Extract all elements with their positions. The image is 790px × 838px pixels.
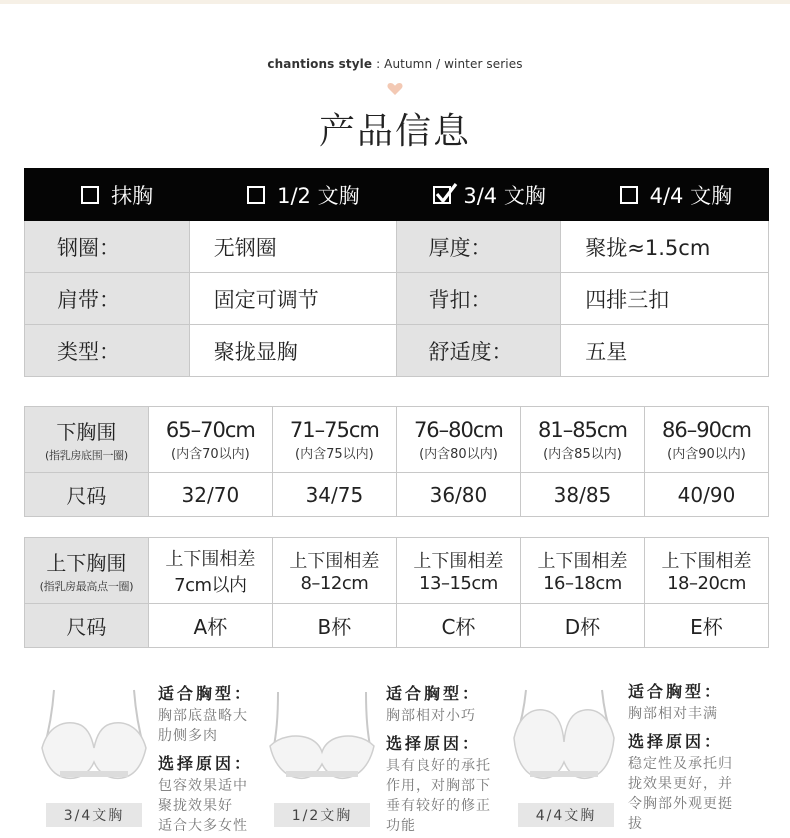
three-quarter-bra-image bbox=[38, 686, 150, 786]
back-clasp-label: 背扣： bbox=[397, 273, 562, 324]
bra-type-tag: 1/2文胸 bbox=[274, 803, 370, 827]
back-clasp-value: 四排三扣 bbox=[561, 273, 769, 324]
diff-range: 16–18cm bbox=[543, 573, 622, 594]
size-cell bbox=[397, 473, 521, 516]
size-value: 40/90 bbox=[677, 482, 736, 507]
diff-cell bbox=[521, 538, 645, 603]
size-cell bbox=[521, 473, 645, 516]
diff-cell bbox=[397, 538, 521, 603]
strap-value: 固定可调节 bbox=[190, 273, 397, 324]
strap-label: 肩带： bbox=[25, 273, 190, 324]
bra-description bbox=[628, 682, 733, 834]
cup-cell bbox=[645, 604, 769, 647]
option-half-cup bbox=[210, 168, 396, 221]
header-sublabel: (指乳房最高点一圈) bbox=[39, 580, 134, 593]
underbust-size-table bbox=[24, 406, 769, 517]
diff-label: 上下围相差 bbox=[165, 548, 256, 570]
size-value: 38/85 bbox=[553, 482, 612, 507]
info-row bbox=[25, 325, 769, 377]
full-cup-bra-image bbox=[508, 686, 620, 786]
desc-line: 聚拢效果好 bbox=[158, 798, 233, 814]
underbust-header bbox=[25, 407, 149, 472]
bust-header bbox=[25, 538, 149, 603]
desc-line: 胸部相对丰满 bbox=[628, 706, 718, 722]
cup-size-table bbox=[24, 537, 769, 648]
desc-line: 胸部底盘略大 bbox=[158, 708, 248, 724]
size-cell bbox=[149, 473, 273, 516]
cup-cell bbox=[273, 604, 397, 647]
diff-range: 7cm以内 bbox=[174, 574, 247, 596]
size-label: 尺码 bbox=[66, 484, 107, 508]
diff-cell bbox=[273, 538, 397, 603]
desc-line: 胸部相对小巧 bbox=[386, 708, 476, 724]
brand-name: chantions style bbox=[267, 57, 373, 71]
option-label: 4/4 文胸 bbox=[649, 183, 733, 208]
range-note: (内含85以内) bbox=[543, 446, 622, 462]
suit-title: 适合胸型： bbox=[628, 682, 724, 701]
size-value: 32/70 bbox=[181, 482, 240, 507]
table-row bbox=[25, 538, 769, 604]
cup-value: D杯 bbox=[564, 615, 601, 639]
checkbox-icon bbox=[81, 186, 99, 204]
series-label: Autumn / winter series bbox=[384, 57, 523, 71]
desc-line: 具有良好的承托 bbox=[386, 758, 491, 774]
comfort-label: 舒适度： bbox=[397, 325, 562, 376]
option-strapless bbox=[24, 168, 210, 221]
cup-value: E杯 bbox=[690, 615, 723, 639]
checkbox-icon bbox=[620, 186, 638, 204]
desc-line: 作用，对胸部下 bbox=[386, 778, 491, 794]
desc-line: 功能 bbox=[386, 818, 416, 834]
brand-line bbox=[0, 57, 790, 71]
desc-line: 适合大多女性 bbox=[158, 818, 248, 834]
diff-range: 8–12cm bbox=[300, 573, 369, 594]
checkbox-icon bbox=[247, 186, 265, 204]
header-sublabel: (指乳房底围一圈) bbox=[44, 449, 128, 462]
cup-cell bbox=[521, 604, 645, 647]
style-options-bar bbox=[24, 168, 769, 221]
size-header bbox=[25, 473, 149, 516]
product-info-table bbox=[24, 168, 769, 377]
cup-cell bbox=[149, 604, 273, 647]
range-value: 81–85cm bbox=[537, 417, 627, 442]
cup-value: C杯 bbox=[441, 615, 476, 639]
size-cell bbox=[273, 473, 397, 516]
suit-title: 适合胸型： bbox=[158, 684, 254, 703]
page-title: 产品信息 bbox=[318, 111, 471, 152]
size-value: 34/75 bbox=[305, 482, 364, 507]
cup-value: A杯 bbox=[193, 615, 228, 639]
desc-line: 稳定性及承托归 bbox=[628, 756, 733, 772]
diff-label: 上下围相差 bbox=[661, 551, 752, 572]
desc-line: 拢效果更好，并 bbox=[628, 776, 733, 792]
range-cell bbox=[645, 407, 769, 472]
header-label: 上下胸围 bbox=[46, 551, 127, 575]
brand-separator: : bbox=[376, 57, 381, 71]
range-value: 86–90cm bbox=[662, 417, 751, 442]
size-header bbox=[25, 604, 149, 647]
diff-range: 18–20cm bbox=[667, 573, 746, 594]
top-decor-strip bbox=[0, 0, 790, 4]
cup-value: B杯 bbox=[317, 615, 352, 639]
type-value: 聚拢显胸 bbox=[190, 325, 397, 376]
bra-description bbox=[386, 684, 491, 836]
thickness-label: 厚度： bbox=[397, 221, 562, 272]
desc-line: 包容效果适中 bbox=[158, 778, 248, 794]
option-label: 抹胸 bbox=[111, 183, 154, 208]
size-label: 尺码 bbox=[66, 615, 107, 639]
range-note: (内含90以内) bbox=[667, 446, 746, 462]
table-row bbox=[25, 604, 769, 648]
desc-line: 垂有较好的修正 bbox=[386, 798, 491, 814]
option-label: 1/2 文胸 bbox=[277, 183, 360, 208]
diff-label: 上下围相差 bbox=[413, 551, 504, 572]
half-cup-bra-image bbox=[266, 690, 378, 790]
diff-range: 13–15cm bbox=[419, 573, 498, 594]
desc-line: 令胸部外观更挺 bbox=[628, 796, 733, 812]
cup-cell bbox=[397, 604, 521, 647]
range-value: 65–70cm bbox=[165, 417, 255, 442]
reason-title: 选择原因： bbox=[158, 754, 254, 773]
range-note: (内含75以内) bbox=[295, 446, 374, 462]
size-value: 36/80 bbox=[429, 482, 488, 507]
comfort-value: 五星 bbox=[561, 325, 769, 376]
option-three-quarter-cup bbox=[397, 168, 583, 221]
range-value: 76–80cm bbox=[413, 417, 503, 442]
desc-line: 拔 bbox=[628, 816, 643, 832]
underwire-value: 无钢圈 bbox=[190, 221, 397, 272]
bra-description bbox=[158, 684, 253, 836]
diff-cell bbox=[645, 538, 769, 603]
table-row bbox=[25, 473, 769, 517]
range-note: (内含80以内) bbox=[419, 446, 498, 462]
thickness-value: 聚拢≈1.5cm bbox=[561, 221, 769, 272]
reason-title: 选择原因： bbox=[628, 732, 724, 751]
heart-icon bbox=[387, 82, 403, 96]
diff-cell bbox=[149, 538, 273, 603]
info-row bbox=[25, 221, 769, 273]
info-grid bbox=[24, 221, 769, 377]
diff-label: 上下围相差 bbox=[537, 551, 628, 572]
range-note: (内含70以内) bbox=[171, 446, 250, 462]
diff-label: 上下围相差 bbox=[289, 551, 380, 572]
underwire-label: 钢圈： bbox=[25, 221, 190, 272]
range-cell bbox=[397, 407, 521, 472]
range-value: 71–75cm bbox=[289, 417, 379, 442]
suit-title: 适合胸型： bbox=[386, 684, 482, 703]
bra-type-tag: 3/4文胸 bbox=[46, 803, 142, 827]
range-cell bbox=[149, 407, 273, 472]
checked-checkbox-icon bbox=[433, 186, 451, 204]
info-row bbox=[25, 273, 769, 325]
option-full-cup bbox=[583, 168, 769, 221]
header-label: 下胸围 bbox=[56, 420, 117, 444]
range-cell bbox=[521, 407, 645, 472]
type-label: 类型： bbox=[25, 325, 190, 376]
option-label: 3/4 文胸 bbox=[463, 183, 546, 208]
reason-title: 选择原因： bbox=[386, 734, 482, 753]
range-cell bbox=[273, 407, 397, 472]
bra-type-tag: 4/4文胸 bbox=[518, 803, 614, 827]
size-cell bbox=[645, 473, 769, 516]
table-row bbox=[25, 407, 769, 473]
desc-line: 肋侧多肉 bbox=[158, 728, 218, 744]
